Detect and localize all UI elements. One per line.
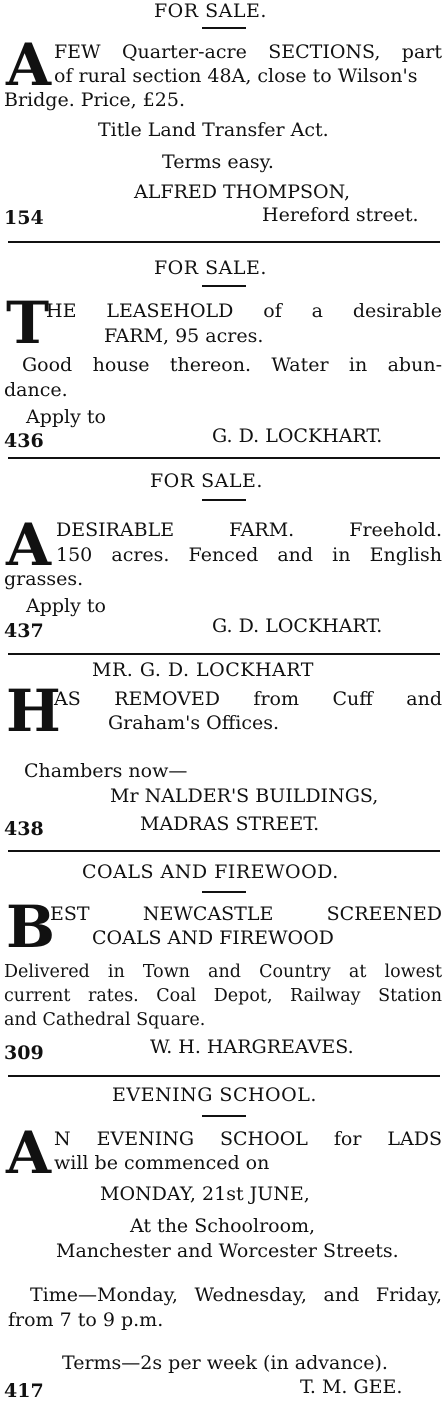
ad-text-line: DESIRABLE FARM. Freehold. <box>56 519 442 541</box>
ad-text-line: Bridge. Price, £25. <box>4 89 185 111</box>
ad-text-line: dance. <box>4 379 68 401</box>
apply-to-label: Apply to <box>26 406 106 428</box>
divider <box>202 499 246 501</box>
divider <box>202 285 246 287</box>
ad-text-line: N EVENING SCHOOL for LADS <box>54 1128 442 1150</box>
column-rule <box>8 457 440 459</box>
drop-cap: H <box>6 677 61 745</box>
advertiser-name: G. D. LOCKHART. <box>212 425 383 447</box>
ad-heading: MR. G. D. LOCKHART <box>92 659 314 681</box>
ad-text-line: FEW Quarter-acre SECTIONS, part <box>54 41 442 63</box>
ad-text-line: Terms easy. <box>162 151 274 173</box>
ad-text-line: Terms—2s per week (in advance). <box>62 1352 388 1374</box>
column-rule <box>8 241 440 243</box>
drop-cap: A <box>6 1119 52 1187</box>
advertiser-name: ALFRED THOMPSON, <box>134 181 351 203</box>
ad-text-line: Delivered in Town and Country at lowest <box>4 962 442 982</box>
ad-text-line: and Cathedral Square. <box>4 1010 206 1030</box>
ad-text-line: Graham's Offices. <box>108 712 280 734</box>
ad-text-line: Mr NALDER'S BUILDINGS, <box>110 785 379 807</box>
ad-text-line: At the Schoolroom, <box>130 1215 316 1237</box>
drop-cap: A <box>6 31 52 99</box>
advertiser-name: T. M. GEE. <box>300 1376 403 1398</box>
ad-text-line: Chambers now— <box>24 760 188 782</box>
ad-text-line: from 7 to 9 p.m. <box>8 1309 164 1331</box>
ad-text-line: Title Land Transfer Act. <box>98 119 329 141</box>
drop-cap: T <box>6 289 50 357</box>
ad-text-line: 150 acres. Fenced and in English <box>56 544 442 566</box>
ad-text-line: will be commenced on <box>54 1152 270 1174</box>
ad-text-line: COALS AND FIREWOOD <box>92 927 334 949</box>
advertiser-name: G. D. LOCKHART. <box>212 615 383 637</box>
ad-heading: FOR SALE. <box>150 470 263 492</box>
ad-text-line: MONDAY, 21st JUNE, <box>100 1183 310 1205</box>
ad-text-line: grasses. <box>4 568 84 590</box>
ad-text-line: EST NEWCASTLE SCREENED <box>50 903 442 925</box>
ad-text-line: of rural section 48A, close to Wilson's <box>54 65 418 87</box>
ad-heading: FOR SALE. <box>154 0 267 22</box>
drop-cap: B <box>6 893 56 961</box>
ad-number: 154 <box>4 207 44 229</box>
ad-text-line: FARM, 95 acres. <box>104 325 264 347</box>
ad-text-line: Good house thereon. Water in abun- <box>22 354 442 376</box>
ad-number: 437 <box>4 620 44 642</box>
column-rule <box>8 1075 440 1077</box>
ad-text-line: MADRAS STREET. <box>140 813 320 835</box>
ad-text-line: current rates. Coal Depot, Railway Station <box>4 986 442 1006</box>
column-rule <box>8 850 440 852</box>
ad-number: 309 <box>4 1042 44 1064</box>
ad-number: 417 <box>4 1380 44 1402</box>
ad-heading: FOR SALE. <box>154 257 267 279</box>
divider <box>202 891 246 893</box>
ad-number: 436 <box>4 430 44 452</box>
ad-heading: EVENING SCHOOL. <box>112 1084 317 1106</box>
drop-cap: A <box>6 511 52 579</box>
advertiser-name: W. H. HARGREAVES. <box>150 1036 354 1058</box>
divider <box>202 27 246 29</box>
divider <box>202 1115 246 1117</box>
ad-number: 438 <box>4 818 44 840</box>
ad-text-line: HE LEASEHOLD of a desirable <box>46 300 442 322</box>
ad-heading: COALS AND FIREWOOD. <box>82 861 339 883</box>
ad-text-line: AS REMOVED from Cuff and <box>54 688 442 710</box>
ad-text-line: Manchester and Worcester Streets. <box>56 1240 399 1262</box>
column-rule <box>8 653 440 655</box>
ad-text-line: Time—Monday, Wednesday, and Friday, <box>30 1284 442 1306</box>
apply-to-label: Apply to <box>26 595 106 617</box>
advertiser-address: Hereford street. <box>262 204 419 226</box>
